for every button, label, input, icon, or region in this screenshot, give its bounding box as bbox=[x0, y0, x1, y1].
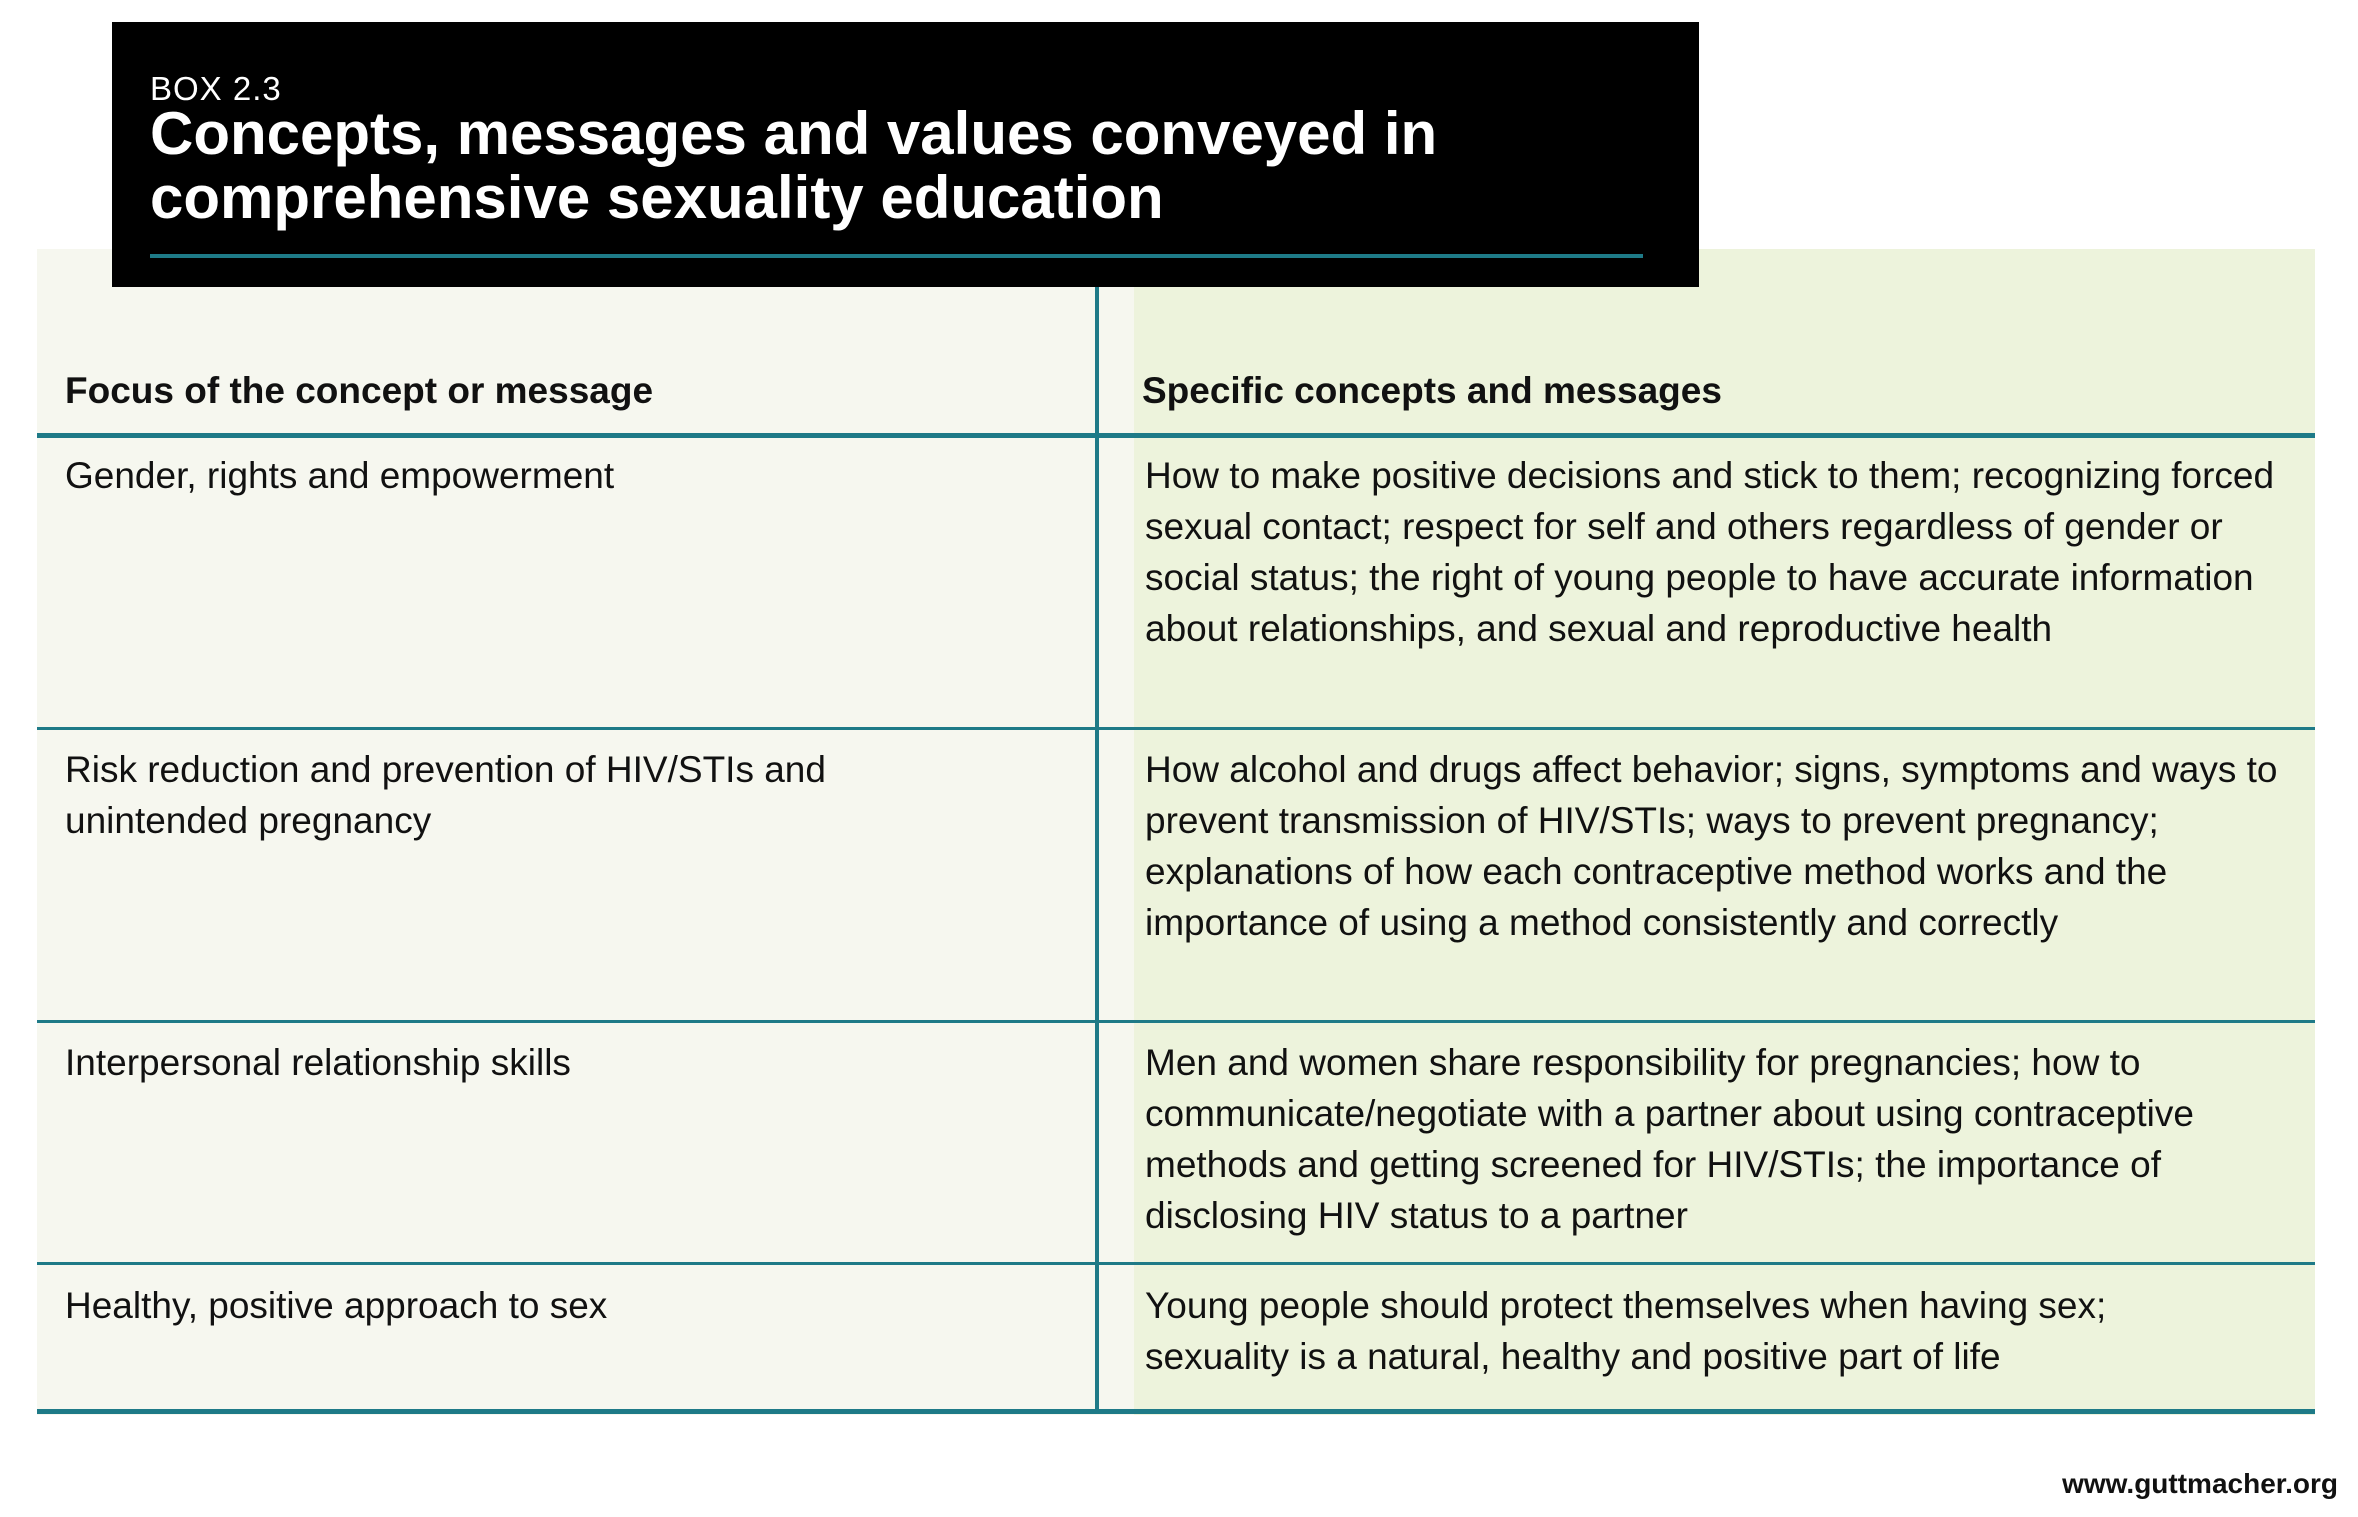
box-label: BOX 2.3 bbox=[150, 70, 282, 107]
header-focus: Focus of the concept or message bbox=[65, 370, 654, 411]
row-3-focus: Interpersonal relationship skills bbox=[65, 1042, 571, 1083]
row-1-specific: How to make positive decisions and stick to them; recognizing forced sexual contact; respect for self and others regardless of gender or social status; the right of young people to have accurate information about relationships, and sexual and reproductive health bbox=[1145, 455, 2275, 649]
row-3-specific: Men and women share responsibility for pregnancies; how to communicate/negotiate with a partner about using contraceptive methods and getting screened for HIV/STIs; the importance of disclosing HIV status to a partner bbox=[1145, 1042, 2194, 1236]
row-1-rule bbox=[37, 727, 2315, 730]
row-3-rule bbox=[37, 1262, 2315, 1265]
table-bottom-rule bbox=[37, 1409, 2315, 1414]
title-underline bbox=[150, 254, 1643, 258]
footer-url: www.guttmacher.org bbox=[2062, 1468, 2338, 1499]
page-title: Concepts, messages and values conveyed in comprehensive sexuality education bbox=[150, 100, 1438, 231]
box-title-banner bbox=[112, 22, 1699, 287]
header-rule bbox=[37, 433, 2315, 438]
row-2-focus: Risk reduction and prevention of HIV/STIs and unintended pregnancy bbox=[65, 749, 826, 841]
row-2-rule bbox=[37, 1020, 2315, 1023]
row-4-specific: Young people should protect themselves when having sex; sexuality is a natural, healthy and positive part of life bbox=[1145, 1285, 2107, 1377]
row-4-focus: Healthy, positive approach to sex bbox=[65, 1285, 608, 1326]
header-specific: Specific concepts and messages bbox=[1142, 370, 1722, 411]
column-divider bbox=[1095, 287, 1099, 1413]
row-2-specific: How alcohol and drugs affect behavior; signs, symptoms and ways to prevent transmission of HIV/STIs; ways to prevent pregnancy; explanations of how each contraceptive method works and the importance of using a method consistently and correctly bbox=[1145, 749, 2278, 943]
row-1-focus: Gender, rights and empowerment bbox=[65, 455, 615, 496]
